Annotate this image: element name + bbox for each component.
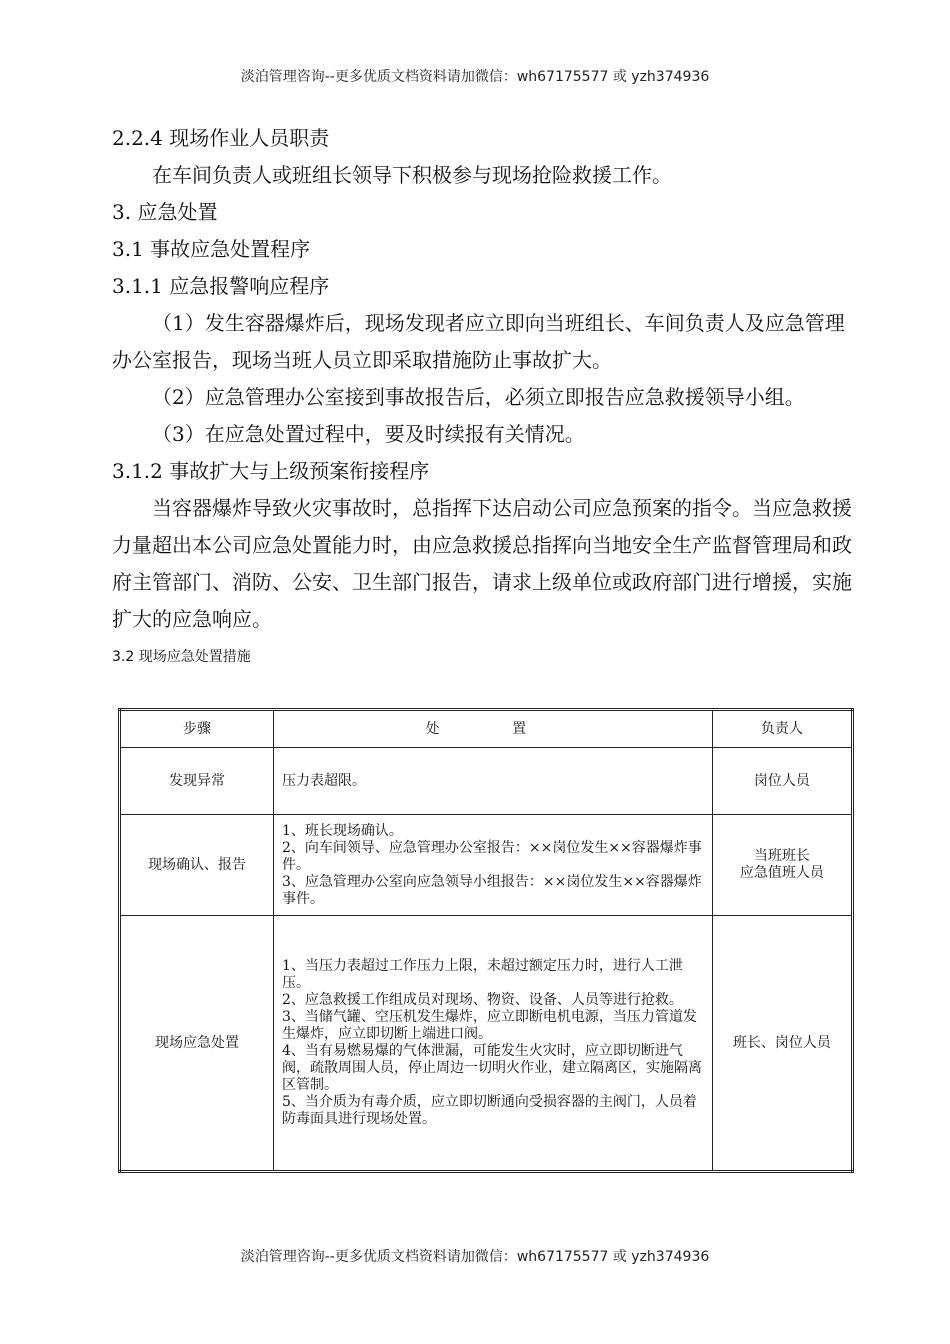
table-row (120, 748, 853, 815)
step-cell: 发现异常 (120, 748, 274, 815)
action-line: 5、当介质为有毒介质，应立即切断通向受损容器的主阀门，人员着防毒面具进行现场处置。 (281, 1094, 697, 1127)
action-cell (273, 815, 712, 916)
section-heading-2-2-4: 2.2.4 现场作业人员职责 (112, 126, 330, 150)
action-line: 1、当压力表超过工作压力上限，未超过额定压力时，进行人工泄压。 (281, 958, 683, 991)
action-line: 4、当有易燃易爆的气体泄漏，可能发生火灾时，应立即切断进气阀，疏散周围人员，停止周边一切明火作业，建立隔离区，实施隔离区管制。 (281, 1043, 702, 1093)
table-header-row (120, 710, 853, 748)
owner-cell (712, 748, 852, 815)
owner-line: 岗位人员 (753, 772, 810, 789)
action-line: 2、应急救援工作组成员对现场、物资、设备、人员等进行抢救。 (281, 992, 683, 1008)
owner-line: 应急值班人员 (739, 865, 824, 881)
page-header: 淡泊管理咨询--更多优质文档资料请加微信：wh67175577 或 yzh374936 (240, 69, 710, 85)
document-body (112, 120, 852, 666)
owner-line: 班长、岗位人员 (732, 1034, 831, 1051)
step-cell: 现场确认、报告 (120, 815, 274, 916)
step-cell: 现场应急处置 (120, 916, 274, 1172)
owner-cell (712, 815, 852, 916)
section-heading-3: 3. 应急处置 (112, 200, 218, 224)
column-header: 负责人 (712, 710, 852, 748)
section-heading-3-2: 3.2 现场应急处置措施 (112, 649, 251, 665)
section-heading-3-1: 3.1 事故应急处置程序 (112, 237, 311, 261)
column-header: 步骤 (120, 710, 274, 748)
column-header: 处 置 (273, 710, 712, 748)
response-measures-table (118, 708, 854, 1173)
action-line: 1、班长现场确认。 (281, 822, 403, 839)
action-cell (273, 748, 712, 815)
page-footer: 淡泊管理咨询--更多优质文档资料请加微信：wh67175577 或 yzh374936 (240, 1249, 710, 1265)
paragraph: （2）应急管理办公室接到事故报告后，必须立即报告应急救援领导小组。 (152, 385, 805, 409)
table-row (120, 815, 853, 916)
paragraph: （3）在应急处置过程中，要及时续报有关情况。 (152, 422, 585, 446)
paragraph: 当容器爆炸导致火灾事故时，总指挥下达启动公司应急预案的指令。当应急救援力量超出本公司应急处置能力时，由应急救援总指挥向当地安全生产监督管理局和政府主管部门、消防、公安、卫生部门报告，请求上级单位或政府部门进行增援，实施扩大的应急响应。 (112, 496, 852, 631)
action-line: 3、当储气罐、空压机发生爆炸，应立即断电机电源，当压力管道发生爆炸，应立即切断上端进口阀。 (281, 1009, 697, 1042)
action-cell (273, 916, 712, 1172)
action-line: 2、向车间领导、应急管理办公室报告：××岗位发生××容器爆炸事件。 (281, 839, 702, 873)
paragraph: 在车间负责人或班组长领导下积极参与现场抢险救援工作。 (152, 163, 672, 187)
action-line: 压力表超限。 (281, 772, 366, 789)
section-heading-3-1-1: 3.1.1 应急报警响应程序 (112, 274, 330, 298)
action-line: 3、应急管理办公室向应急领导小组报告：××岗位发生××容器爆炸事件。 (281, 873, 702, 907)
section-heading-3-1-2: 3.1.2 事故扩大与上级预案衔接程序 (112, 459, 430, 483)
paragraph: （1）发生容器爆炸后，现场发现者应立即向当班组长、车间负责人及应急管理办公室报告，现场当班人员立即采取措施防止事故扩大。 (112, 311, 845, 372)
table-row (120, 916, 853, 1172)
owner-line: 当班班长 (753, 848, 810, 864)
owner-cell (712, 916, 852, 1172)
